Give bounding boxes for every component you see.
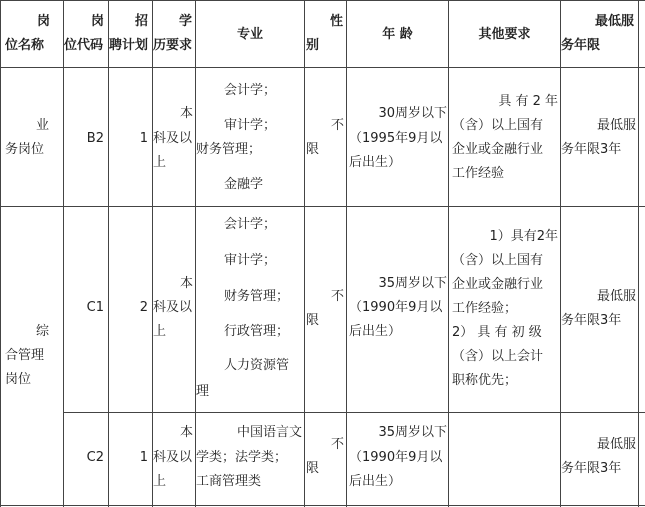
min-service-years: 最低服	[596, 118, 636, 133]
header-min-service: 最低服	[594, 14, 634, 29]
min-service-years: 最低服	[596, 437, 636, 452]
education-requirement: 科及以	[153, 300, 193, 315]
other-requirement: 工作经验；	[452, 301, 518, 316]
table-border-top	[0, 0, 645, 1]
header-recruit-plan: 招	[134, 14, 148, 29]
min-service-years: 务年限3年	[561, 313, 622, 328]
education-requirement: 科及以	[153, 131, 193, 146]
major-item: 学类；法学类；	[196, 450, 288, 465]
age-requirement: 35周岁以下	[378, 425, 447, 440]
table-col-divider	[108, 0, 109, 507]
header-education: 学	[178, 14, 192, 29]
header-post-code: 岗	[90, 14, 104, 29]
other-requirement: 2） 具 有 初 级	[452, 325, 542, 340]
header-gender: 别	[306, 38, 320, 53]
table-border-right	[638, 0, 639, 507]
major-item: 工商管理类	[196, 474, 262, 489]
major-item: 会计学；	[224, 217, 277, 232]
age-requirement: 35周岁以下	[378, 276, 447, 291]
education-requirement: 上	[153, 474, 167, 489]
post-code: B2	[86, 131, 104, 146]
major-item: 金融学	[224, 177, 264, 192]
age-requirement: 后出生）	[349, 474, 402, 489]
header-major: 专业	[236, 27, 263, 42]
table-col-divider	[0, 0, 1, 507]
education-requirement: 上	[153, 324, 167, 339]
min-service-years: 最低服	[596, 289, 636, 304]
table-col-divider	[448, 0, 449, 507]
education-requirement: 科及以	[153, 450, 193, 465]
age-requirement: 后出生）	[349, 324, 402, 339]
age-requirement: （1990年9月以	[349, 300, 443, 315]
header-post-name: 岗	[36, 14, 50, 29]
other-requirement: 1）具有2年	[489, 229, 558, 244]
recruit-count: 1	[139, 450, 148, 465]
age-requirement: 30周岁以下	[378, 106, 447, 121]
other-requirement: 工作经验	[452, 166, 505, 181]
age-requirement: （1990年9月以	[349, 450, 443, 465]
other-requirement: 具 有 2 年	[498, 94, 558, 109]
age-requirement: （1995年9月以	[349, 131, 443, 146]
header-gender: 性	[329, 14, 343, 29]
table-col-divider	[304, 0, 305, 507]
other-requirement: 企业或金融行业	[452, 277, 544, 292]
education-requirement: 本	[179, 425, 193, 440]
major-item: 中国语言文	[236, 425, 302, 440]
major-item: 财务管理；	[224, 289, 290, 304]
gender-requirement: 不	[330, 437, 344, 452]
gender-requirement: 不	[330, 118, 344, 133]
header-age: 年 龄	[382, 27, 413, 42]
post-name: 合管理	[5, 348, 45, 363]
min-service-years: 务年限3年	[561, 142, 622, 157]
header-recruit-plan: 聘计划	[109, 38, 149, 53]
header-education: 历要求	[153, 38, 193, 53]
other-requirement: 职称优先；	[452, 373, 518, 388]
education-requirement: 本	[179, 106, 193, 121]
header-other-requirements: 其他要求	[478, 27, 531, 42]
post-name: 业	[36, 118, 50, 133]
gender-requirement: 限	[306, 461, 320, 476]
other-requirement: （含）以上会计	[452, 349, 544, 364]
gender-requirement: 不	[330, 289, 344, 304]
gender-requirement: 限	[306, 313, 320, 328]
min-service-years: 务年限3年	[561, 461, 622, 476]
table-row-divider	[63, 412, 645, 413]
post-name: 务岗位	[5, 142, 45, 157]
age-requirement: 后出生）	[349, 155, 402, 170]
recruit-count: 1	[139, 131, 148, 146]
table-col-divider	[560, 0, 561, 507]
education-requirement: 本	[179, 276, 193, 291]
post-code: C1	[86, 300, 104, 315]
header-min-service: 务年限	[561, 38, 601, 53]
other-requirement: （含）以上国有	[452, 118, 544, 133]
table-border-bottom	[0, 505, 645, 506]
header-post-code: 位代码	[64, 38, 104, 53]
other-requirement: （含）以上国有	[452, 253, 544, 268]
major-item: 理	[196, 384, 210, 399]
other-requirement: 企业或金融行业	[452, 142, 544, 157]
major-item: 审计学；	[224, 253, 277, 268]
major-item: 会计学；	[224, 83, 277, 98]
post-name: 综	[36, 324, 50, 339]
table-col-divider	[63, 0, 64, 507]
post-code: C2	[86, 450, 104, 465]
table-row-divider	[0, 67, 645, 68]
major-item: 审计学；	[224, 118, 277, 133]
table-row-divider	[0, 206, 645, 207]
header-post-name: 位名称	[5, 38, 45, 53]
gender-requirement: 限	[306, 142, 320, 157]
major-item: 行政管理；	[224, 324, 290, 339]
major-item: 财务管理；	[196, 142, 262, 157]
post-name: 岗位	[5, 372, 32, 387]
recruit-count: 2	[139, 300, 148, 315]
education-requirement: 上	[153, 155, 167, 170]
major-item: 人力资源管	[224, 358, 290, 373]
